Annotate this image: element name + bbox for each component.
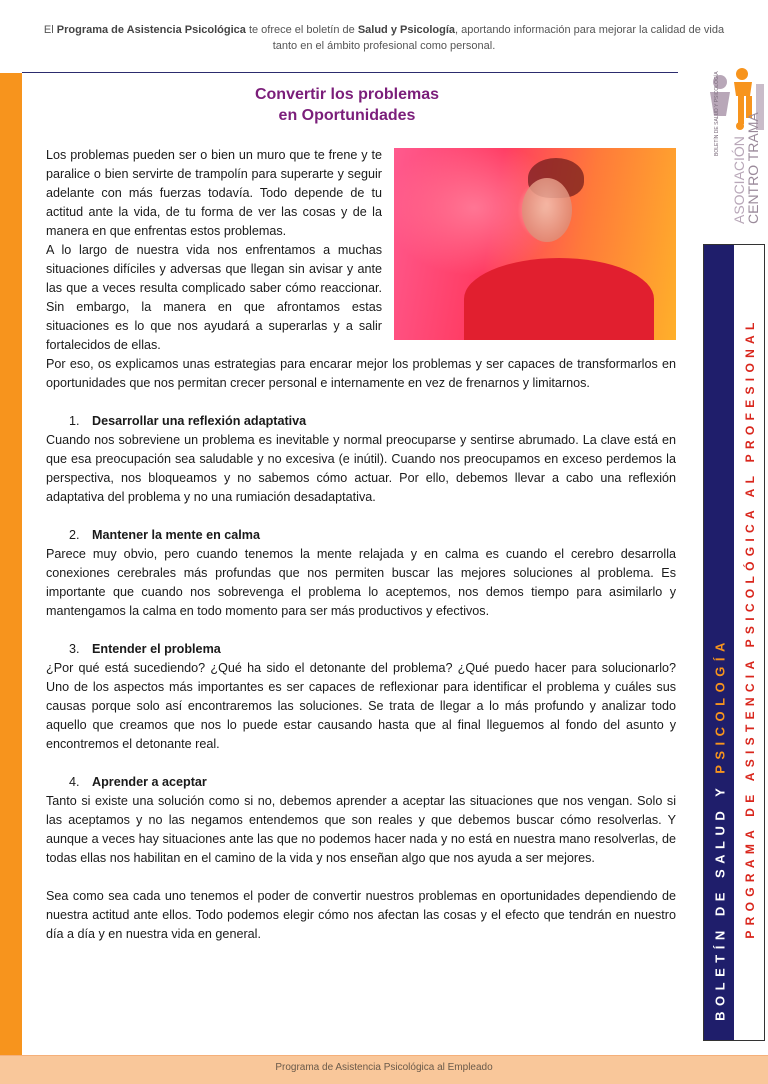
intro-paragraph-1: Los problemas pueden ser o bien un muro que te frene y te paralice o bien servirte de trampolín para superarte y seguir adelante con más fuerzas todavía. Todo depende de tu actitud ante la vida, de tu forma de ver las cosas y de la manera en que enfrentas estos problemas.: [46, 148, 382, 238]
strategy-heading-1: [46, 412, 676, 431]
intro-paragraph-2: A lo largo de nuestra vida nos enfrentamos a muchas situaciones difíciles y adversas que llegan sin avisar y ante las que a veces resulta complicado saber cómo reaccionar. Sin embargo, la manera en que afrontamos estas situaciones es lo que nos ayudará a superarlas y a salir fortalecidos de ellas.: [46, 243, 382, 352]
strategy-heading-2: [46, 526, 676, 545]
banner-title-part2: PSICOLOGÍA: [712, 637, 728, 774]
strategy-number: 1.: [69, 414, 80, 428]
header-bulletin-name: Salud y Psicología: [357, 24, 456, 36]
strategy-body-3: ¿Por qué está sucediendo? ¿Qué ha sido el detonante del problema? ¿Qué puedo hacer para solucionarlo? Uno de los aspectos más importantes es ser capaces de reflexionar para identificar el problema y cuáles sus causas porque solo así encontraremos las soluciones. Se trata de llegar a lo más profundo y analizar todo aquello que creamos que nos lo puede estar causando hasta que al final lleguemos al fondo del asunto y encontremos el detonante real.: [46, 661, 676, 751]
page-footer: [0, 1055, 768, 1084]
strategy-body-1: Cuando nos sobreviene un problema es inevitable y normal preocuparse y sentirse abrumado. La clave está en que esa preocupación sea saludable y no excesiva (e inútil). Cuando nos preocupamos en exceso perdemos la perspectiva, nos bloqueamos y no sabemos cómo actuar. Por ello, debemos llevar a cabo una reflexión adaptativa del problema y no una rumiación desadaptativa.: [46, 433, 676, 504]
intro-paragraph-3: Por eso, os explicamos unas estrategias para encarar mejor los problemas y ser capaces de transformarlos en oportunidades que nos permitan crecer personal e internamente en vez de frenarnos y limitarnos.: [46, 357, 676, 390]
strategy-title: Entender el problema: [92, 642, 221, 656]
strategy-body-2: Parece muy obvio, pero cuando tenemos la mente relajada y en calma es cuando el cerebro desarrolla conexiones cerebrales más profundas que nos permiten buscar las mejores soluciones al problema. Es importante que cuando nos sobrevenga el problema lo aceptemos, nos demos tiempo para asimilarlo y mantengamos la calma en todo momento para ser más productivos y efectivos.: [46, 547, 676, 618]
footer-text: Programa de Asistencia Psicológica al Empleado: [275, 1062, 493, 1073]
logo-small-text: BOLETÍN DE SALUD Y PSICOLOGÍA: [714, 71, 720, 156]
banner-title-part1: BOLETÍN DE SALUD Y: [712, 773, 728, 1021]
left-orange-strip: [0, 73, 22, 1055]
vertical-banner: [703, 244, 765, 1041]
header-rule: [22, 72, 678, 73]
header-intro: [40, 22, 728, 54]
strategy-title: Desarrollar una reflexión adaptativa: [92, 414, 307, 428]
strategy-heading-4: [46, 773, 676, 792]
conclusion-paragraph: Sea como sea cada uno tenemos el poder de convertir nuestros problemas en oportunidades dependiendo de nuestra actitud ante ellos. Todo podemos elegir cómo nos afectan las cosas y el efecto que tendrán en nuestro día a día y en nuestra vida en general.: [46, 889, 676, 941]
header-program-name: Programa de Asistencia Psicológica: [56, 24, 246, 36]
strategy-title: Aprender a aceptar: [92, 775, 207, 789]
article-title-line1: Convertir los problemas: [254, 86, 440, 103]
asociacion-centro-trama-logo: [700, 66, 768, 226]
article-body: [46, 146, 676, 944]
article-title: [46, 84, 648, 126]
header-suffix: , aportando información para mejorar la calidad de vida tanto en el ámbito profesional como personal.: [272, 24, 725, 52]
logo-line2: CENTRO TRAMA: [745, 112, 761, 224]
photo-sweater: [464, 258, 654, 340]
logo-line1: ASOCIACIÓN: [731, 136, 747, 224]
strategy-body-4: Tanto si existe una solución como si no, debemos aprender a aceptar las situaciones que nos vengan. Solo si las aceptamos y no las negamos entendemos que son reales y que debemos buscar cómo resolverlas. Y aunque a veces hay situaciones ante las que no podemos hacer nada y no está en nuestra mano resolverlas, de todas ellas nos habilitan en el camino de la vida y nos enseñan algo que nos ayuda a ser mejores.: [46, 794, 676, 865]
strategy-title: Mantener la mente en calma: [92, 528, 260, 542]
article-title-line2: en Oportunidades: [278, 107, 416, 124]
strategy-number: 2.: [69, 528, 80, 542]
vertical-banner-title: [713, 637, 728, 1021]
smiling-woman-photo: [394, 148, 676, 340]
strategy-number: 4.: [69, 775, 80, 789]
strategy-number: 3.: [69, 642, 80, 656]
photo-face: [522, 178, 572, 242]
vertical-banner-subtitle: PROGRAMA DE ASISTENCIA PSICOLÓGICA AL PROFESIONAL: [743, 317, 757, 939]
header-middle: te ofrece el boletín de: [245, 24, 358, 36]
header-prefix: El: [43, 24, 57, 36]
strategy-heading-3: [46, 640, 676, 659]
